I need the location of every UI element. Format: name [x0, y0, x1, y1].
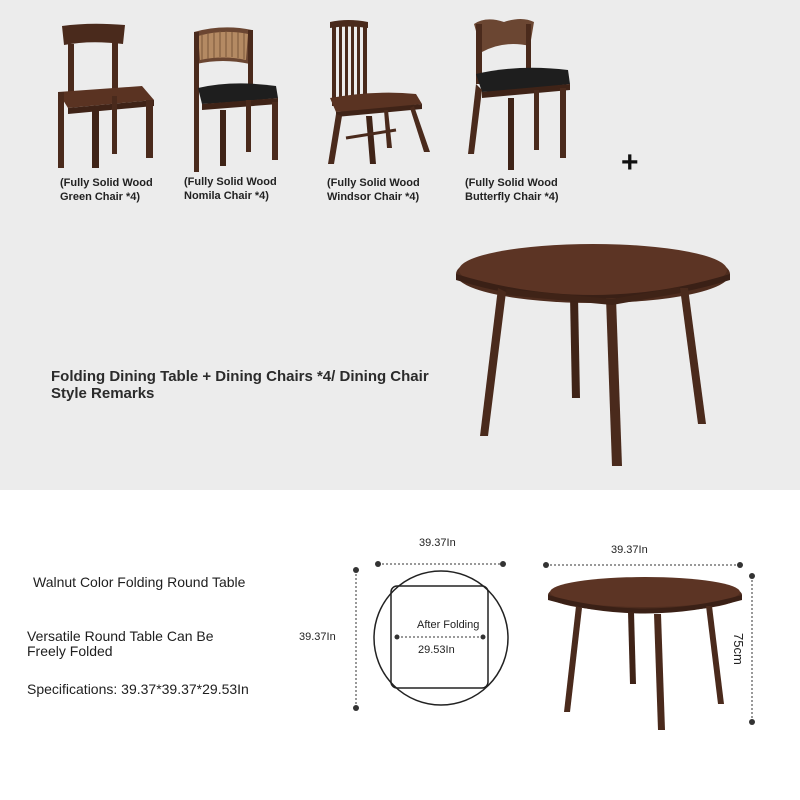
spec-title: Walnut Color Folding Round Table [33, 574, 246, 590]
table-width-label: 39.37In [611, 544, 648, 556]
nomila-chair-image [188, 24, 293, 172]
top-width-label: 39.37In [419, 537, 456, 549]
after-folding-label: After Folding [417, 619, 480, 631]
chair-caption-butterfly: (Fully Solid Wood Butterfly Chair *4) [465, 177, 559, 203]
folding-diagram [340, 550, 530, 725]
plus-sign: + [621, 146, 639, 179]
chair-caption-nomila: (Fully Solid Wood Nomila Chair *4) [184, 176, 277, 202]
spec-section [0, 490, 800, 800]
round-table-image [452, 240, 737, 470]
chair-caption-green: (Fully Solid Wood Green Chair *4) [60, 177, 153, 203]
headline: Folding Dining Table + Dining Chairs *4/ Dining Chair Style Remarks [51, 368, 429, 402]
folded-width-label: 29.53In [418, 644, 455, 656]
butterfly-chair-image [464, 14, 574, 174]
chair-caption-windsor: (Fully Solid Wood Windsor Chair *4) [327, 177, 420, 203]
green-chair-image [50, 20, 165, 172]
table-height-label: 75cm [731, 633, 746, 665]
windsor-chair-image [326, 18, 436, 168]
side-depth-label: 39.37In [299, 631, 336, 643]
spec-dimensions: Specifications: 39.37*39.37*29.53In [27, 681, 249, 697]
spec-subtitle: Versatile Round Table Can Be Freely Folded [27, 628, 214, 659]
